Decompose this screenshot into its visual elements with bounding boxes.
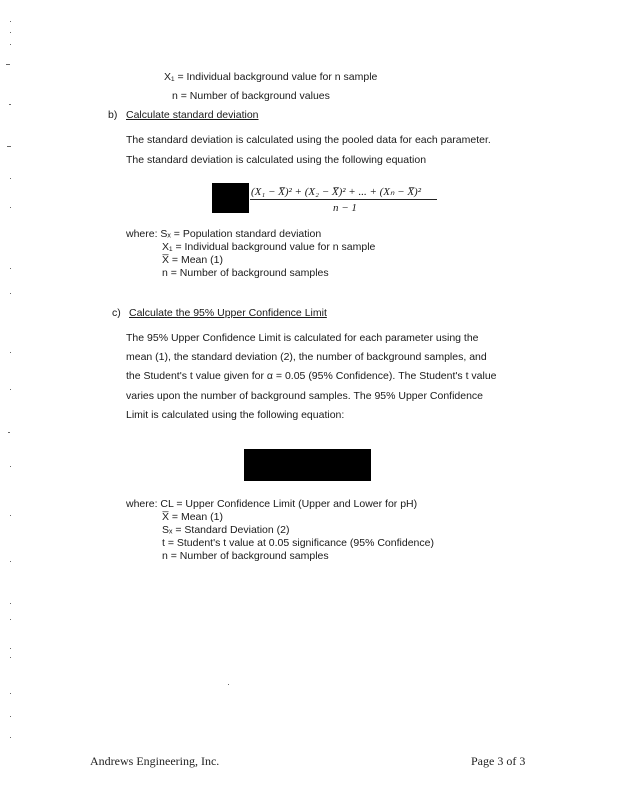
section-c-label: c) xyxy=(112,307,121,319)
section-c-para-line-5: Limit is calculated using the following equation: xyxy=(126,409,345,421)
redaction-block-equation-1 xyxy=(212,183,249,213)
section-b-where-1: where: Sₓ = Population standard deviation xyxy=(126,228,322,240)
fraction-bar xyxy=(250,199,437,200)
scan-speck xyxy=(10,716,11,717)
scan-speck xyxy=(228,684,229,685)
section-b-label: b) xyxy=(108,109,118,121)
section-b-where-3: X̅ = Mean (1) xyxy=(162,254,223,266)
scan-speck xyxy=(10,603,11,604)
footer-page-number: Page 3 of 3 xyxy=(471,754,526,768)
section-c-para-line-4: varies upon the number of background samples. The 95% Upper Confidence xyxy=(126,390,484,402)
footer-company: Andrews Engineering, Inc. xyxy=(90,754,220,768)
scan-speck xyxy=(6,64,10,65)
section-c-para-line-2: mean (1), the standard deviation (2), the number of background samples, and xyxy=(126,351,487,363)
scan-speck xyxy=(10,268,11,269)
scan-speck xyxy=(10,648,11,649)
section-b-where-2: X₁ = Individual background value for n sample xyxy=(162,241,376,253)
scan-speck xyxy=(10,737,11,738)
equation-numerator: (X₁ − X̅)² + (X₂ − X̅)² + ... + (Xₙ − X̅)² xyxy=(251,186,422,198)
section-c-where-2: X̅ = Mean (1) xyxy=(162,511,223,523)
scan-speck xyxy=(8,432,10,433)
section-b-where-4: n = Number of background samples xyxy=(162,267,329,279)
scan-speck xyxy=(10,32,11,33)
section-c-where-4: t = Student's t value at 0.05 significance (95% Confidence) xyxy=(162,537,434,549)
scan-speck xyxy=(10,352,11,353)
equation-denominator: n − 1 xyxy=(333,202,357,214)
scan-speck xyxy=(10,657,11,658)
scan-speck xyxy=(10,693,11,694)
scan-speck xyxy=(7,146,11,147)
scan-speck xyxy=(10,21,11,22)
section-c-para-line-3: the Student's t value given for α = 0.05 (95% Confidence). The Student's t value xyxy=(126,370,497,382)
section-c-where-1: where: CL = Upper Confidence Limit (Upper and Lower for pH) xyxy=(126,498,418,510)
scan-speck xyxy=(10,178,11,179)
scan-speck xyxy=(10,466,11,467)
scan-speck xyxy=(10,293,11,294)
section-c-heading: Calculate the 95% Upper Confidence Limit xyxy=(129,307,327,319)
redaction-block-equation-2 xyxy=(244,449,371,481)
scan-speck xyxy=(10,619,11,620)
section-c-where-5: n = Number of background samples xyxy=(162,550,329,562)
scan-speck xyxy=(10,515,11,516)
scan-speck xyxy=(10,389,11,390)
section-b-paragraph-1: The standard deviation is calculated using the pooled data for each parameter. xyxy=(126,134,491,146)
definition-xi: X₁ = Individual background value for n sample xyxy=(164,71,378,83)
scan-speck xyxy=(10,44,11,45)
definition-n: n = Number of background values xyxy=(172,90,330,102)
section-c-where-3: Sₓ = Standard Deviation (2) xyxy=(162,524,290,536)
section-b-paragraph-2: The standard deviation is calculated using the following equation xyxy=(126,154,427,166)
section-c-para-line-1: The 95% Upper Confidence Limit is calculated for each parameter using the xyxy=(126,332,479,344)
scan-speck xyxy=(9,104,11,105)
scan-speck xyxy=(10,561,11,562)
section-b-heading: Calculate standard deviation xyxy=(126,109,259,121)
scan-speck xyxy=(10,207,11,208)
